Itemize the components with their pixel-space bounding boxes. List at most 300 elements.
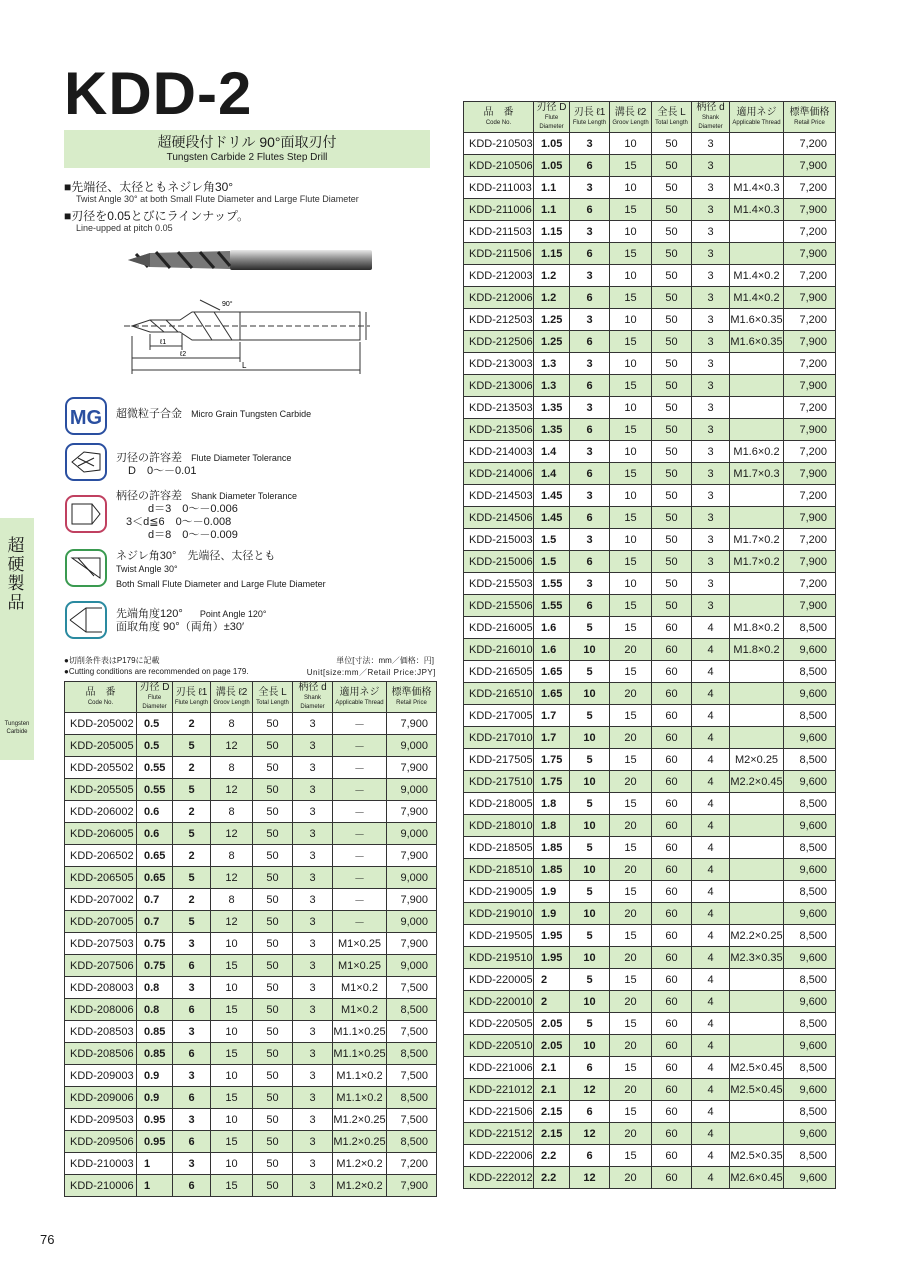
page-number: 76 [40,1232,55,1247]
groove-length-cell: 15 [610,881,652,903]
price-cell: 7,500 [387,1021,437,1043]
column-header [652,102,692,133]
total-length-cell: 60 [652,1057,692,1079]
total-length-cell: 50 [253,1021,293,1043]
shank-diameter-cell: 4 [692,771,730,793]
total-length-cell: 60 [652,1145,692,1167]
groove-length-cell: 15 [610,793,652,815]
flute-length-cell: 6 [570,1145,610,1167]
total-length-cell: 60 [652,749,692,771]
table-row [65,933,437,955]
groove-length-cell: 15 [610,331,652,353]
code-cell: KDD-210503 [464,133,534,155]
shank-diameter-cell: 4 [692,925,730,947]
cutting-note-en: ●Cutting conditions are recommended on page 179. [64,667,249,676]
column-header-en: Total Length [256,699,289,706]
table-row [464,815,836,837]
thread-cell [730,881,784,903]
thread-cell: － [333,867,387,889]
column-header [211,682,253,713]
flute-diameter-cell: 1.3 [534,353,570,375]
code-cell: KDD-212506 [464,331,534,353]
flute-diameter-cell: 1.6 [534,639,570,661]
flute-diameter-cell: 1.6 [534,617,570,639]
shank-diameter-cell: 4 [692,1123,730,1145]
flute-length-cell: 6 [570,331,610,353]
table-row [65,999,437,1021]
code-cell: KDD-208003 [65,977,137,999]
price-cell: 7,900 [387,1175,437,1197]
table-row [464,573,836,595]
total-length-cell: 50 [253,1131,293,1153]
price-cell: 9,600 [784,683,836,705]
flute-tol-value: D 0～－0.01 [128,465,197,477]
thread-cell [730,727,784,749]
table-row [464,1123,836,1145]
column-header-jp: 刃径 D [139,682,170,693]
table-row [464,155,836,177]
table-row [464,485,836,507]
groove-length-cell: 10 [610,353,652,375]
table-row [464,133,836,155]
price-cell: 7,900 [784,507,836,529]
flute-length-cell: 2 [173,713,211,735]
total-length-cell: 50 [652,529,692,551]
flute-length-cell: 5 [173,823,211,845]
column-header [464,102,534,133]
code-cell: KDD-208506 [65,1043,137,1065]
code-cell: KDD-215503 [464,573,534,595]
flute-length-cell: 5 [570,661,610,683]
flute-diameter-cell: 0.6 [137,823,173,845]
price-cell: 7,900 [784,155,836,177]
flute-length-cell: 3 [570,441,610,463]
groove-length-cell: 10 [211,1021,253,1043]
thread-cell: M1.2×0.25 [333,1131,387,1153]
groove-length-cell: 15 [610,287,652,309]
shank-diameter-cell: 4 [692,859,730,881]
shank-diameter-cell: 3 [293,889,333,911]
groove-length-cell: 15 [610,595,652,617]
column-header-jp: 全長 L [258,686,287,698]
flute-length-cell: 3 [570,529,610,551]
price-cell: 7,200 [784,397,836,419]
total-length-cell: 60 [652,837,692,859]
flute-diameter-cell: 0.75 [137,955,173,977]
table-row [464,991,836,1013]
table-row [464,1013,836,1035]
groove-length-cell: 15 [610,1057,652,1079]
groove-length-cell: 15 [211,1087,253,1109]
right-table-header [464,102,836,133]
flute-diameter-cell: 1.7 [534,705,570,727]
groove-length-cell: 15 [610,1013,652,1035]
column-header-jp: 全長 L [657,106,686,118]
thread-cell: M1×0.2 [333,977,387,999]
total-length-cell: 60 [652,727,692,749]
flute-length-cell: 10 [570,727,610,749]
thread-cell: M1.7×0.3 [730,463,784,485]
price-cell: 7,200 [784,529,836,551]
flute-diameter-cell: 1.65 [534,661,570,683]
table-row [65,757,437,779]
shank-diameter-cell: 3 [293,1065,333,1087]
material-en: Micro Grain Tungsten Carbide [191,409,312,419]
flute-length-cell: 10 [570,991,610,1013]
subtitle-en: Tungsten Carbide 2 Flutes Step Drill [166,152,328,163]
shank-diameter-cell: 3 [293,1087,333,1109]
groove-length-cell: 20 [610,1035,652,1057]
drawing-angle-label: 90° [222,301,233,308]
total-length-cell: 50 [652,573,692,595]
flute-diameter-cell: 0.8 [137,977,173,999]
flute-diameter-cell: 1.15 [534,243,570,265]
table-row [464,529,836,551]
twist-en-1: Twist Angle 30° [116,564,178,574]
column-header [784,102,836,133]
total-length-cell: 50 [253,1043,293,1065]
shank-diameter-cell: 3 [692,419,730,441]
twist-jp: ネジレ角30° 先端径、太径とも [116,550,276,562]
column-header [730,102,784,133]
total-length-cell: 50 [652,199,692,221]
code-cell: KDD-214003 [464,441,534,463]
table-row [65,845,437,867]
shank-diameter-cell: 3 [293,1109,333,1131]
groove-length-cell: 10 [211,1153,253,1175]
total-length-cell: 50 [652,265,692,287]
groove-length-cell: 10 [211,1065,253,1087]
flute-tol-en: Flute Diameter Tolerance [191,453,292,463]
flute-diameter-cell: 1.4 [534,463,570,485]
shank-diameter-cell: 3 [692,155,730,177]
thread-cell: M1.2×0.2 [333,1175,387,1197]
price-cell: 7,900 [387,889,437,911]
flute-length-cell: 6 [173,1131,211,1153]
column-header [253,682,293,713]
thread-cell [730,1123,784,1145]
flute-diameter-cell: 1 [137,1153,173,1175]
flute-length-cell: 6 [173,955,211,977]
thread-cell: M1.7×0.2 [730,529,784,551]
total-length-cell: 50 [253,801,293,823]
total-length-cell: 50 [253,1109,293,1131]
table-row [464,705,836,727]
code-cell: KDD-219505 [464,925,534,947]
total-length-cell: 60 [652,815,692,837]
thread-cell: M1.7×0.2 [730,551,784,573]
total-length-cell: 60 [652,683,692,705]
column-header [570,102,610,133]
shank-diameter-cell: 4 [692,815,730,837]
flute-diameter-cell: 1.5 [534,529,570,551]
code-cell: KDD-207506 [65,955,137,977]
shank-diameter-cell: 4 [692,661,730,683]
thread-cell [730,815,784,837]
flute-diameter-cell: 1.1 [534,199,570,221]
flute-length-cell: 3 [570,485,610,507]
shank-diameter-cell: 4 [692,617,730,639]
price-cell: 9,600 [784,1035,836,1057]
code-cell: KDD-218510 [464,859,534,881]
total-length-cell: 60 [652,969,692,991]
table-row [65,889,437,911]
total-length-cell: 60 [652,639,692,661]
code-cell: KDD-206002 [65,801,137,823]
total-length-cell: 60 [652,1079,692,1101]
shank-diameter-cell: 4 [692,1145,730,1167]
flute-diameter-cell: 2.2 [534,1167,570,1189]
flute-length-cell: 10 [570,1035,610,1057]
total-length-cell: 50 [253,779,293,801]
groove-length-cell: 8 [211,757,253,779]
column-header-jp: 刃径 D [536,102,567,113]
code-cell: KDD-207503 [65,933,137,955]
shank-diameter-cell: 4 [692,705,730,727]
table-row [464,595,836,617]
price-cell: 9,600 [784,947,836,969]
price-cell: 9,600 [784,859,836,881]
twist-angle-text [116,550,326,591]
price-cell: 8,500 [784,617,836,639]
price-cell: 7,900 [784,243,836,265]
flute-length-cell: 10 [570,947,610,969]
price-cell: 8,500 [387,1087,437,1109]
flute-length-cell: 12 [570,1167,610,1189]
column-header-en: Shank Diameter [300,695,325,710]
flute-diameter-cell: 1.85 [534,837,570,859]
flute-length-cell: 3 [570,309,610,331]
code-cell: KDD-216505 [464,661,534,683]
shank-diameter-cell: 3 [293,933,333,955]
total-length-cell: 50 [253,867,293,889]
table-row [65,977,437,999]
flute-diameter-cell: 1.25 [534,331,570,353]
total-length-cell: 60 [652,705,692,727]
code-cell: KDD-216510 [464,683,534,705]
total-length-cell: 50 [253,1153,293,1175]
left-table-header [65,682,437,713]
total-length-cell: 50 [652,331,692,353]
groove-length-cell: 15 [211,999,253,1021]
price-cell: 7,900 [784,463,836,485]
shank-diameter-cell: 4 [692,903,730,925]
shank-diameter-cell: 3 [692,529,730,551]
shank-diameter-cell: 3 [293,713,333,735]
total-length-cell: 50 [652,221,692,243]
flute-length-cell: 6 [570,243,610,265]
thread-cell [730,375,784,397]
flute-diameter-cell: 1.4 [534,441,570,463]
price-cell: 7,900 [784,419,836,441]
table-row [65,1131,437,1153]
flute-length-cell: 2 [173,757,211,779]
table-row [464,397,836,419]
flute-length-cell: 3 [570,397,610,419]
thread-cell [730,595,784,617]
total-length-cell: 50 [652,375,692,397]
code-cell: KDD-219005 [464,881,534,903]
price-cell: 9,600 [784,1167,836,1189]
code-cell: KDD-218010 [464,815,534,837]
shank-diameter-cell: 4 [692,969,730,991]
table-row [464,309,836,331]
total-length-cell: 50 [253,713,293,735]
table-row [464,1145,836,1167]
code-cell: KDD-206505 [65,867,137,889]
twist-angle-icon [64,548,108,588]
price-cell: 8,500 [387,1131,437,1153]
shank-diameter-cell: 3 [293,1131,333,1153]
code-cell: KDD-217005 [464,705,534,727]
code-cell: KDD-217010 [464,727,534,749]
thread-cell: M1.8×0.2 [730,617,784,639]
thread-cell: － [333,801,387,823]
flute-length-cell: 5 [570,793,610,815]
flute-diameter-cell: 2.15 [534,1123,570,1145]
code-cell: KDD-206005 [65,823,137,845]
flute-diameter-cell: 0.55 [137,757,173,779]
price-cell: 7,200 [784,133,836,155]
flute-diameter-cell: 1.95 [534,925,570,947]
groove-length-cell: 15 [610,199,652,221]
table-row [464,639,836,661]
groove-length-cell: 15 [610,463,652,485]
thread-cell: － [333,757,387,779]
code-cell: KDD-214506 [464,507,534,529]
table-row [464,727,836,749]
flute-length-cell: 6 [570,1101,610,1123]
thread-cell: M1.1×0.2 [333,1087,387,1109]
groove-length-cell: 15 [610,837,652,859]
thread-cell [730,991,784,1013]
shank-diameter-cell: 3 [293,1153,333,1175]
code-cell: KDD-221006 [464,1057,534,1079]
column-header-jp: 品 番 [85,686,116,698]
flute-length-cell: 3 [173,1153,211,1175]
groove-length-cell: 20 [610,683,652,705]
code-cell: KDD-220505 [464,1013,534,1035]
thread-cell: M1.1×0.2 [333,1065,387,1087]
flute-diameter-cell: 0.95 [137,1131,173,1153]
code-cell: KDD-215003 [464,529,534,551]
total-length-cell: 50 [253,911,293,933]
flute-diameter-cell: 1.75 [534,749,570,771]
total-length-cell: 50 [652,287,692,309]
price-cell: 7,900 [784,375,836,397]
shank-diameter-cell: 3 [293,757,333,779]
code-cell: KDD-207005 [65,911,137,933]
flute-diameter-cell: 0.9 [137,1065,173,1087]
groove-length-cell: 12 [211,779,253,801]
groove-length-cell: 15 [610,617,652,639]
shank-diameter-cell: 3 [293,1021,333,1043]
code-cell: KDD-213503 [464,397,534,419]
flute-diameter-cell: 1.3 [534,375,570,397]
code-cell: KDD-207002 [65,889,137,911]
price-cell: 8,500 [784,661,836,683]
flute-diameter-cell: 0.85 [137,1043,173,1065]
column-header-en: Flute Length [174,699,209,706]
groove-length-cell: 15 [610,925,652,947]
price-cell: 7,900 [784,287,836,309]
point-angle-text [116,608,266,634]
flute-diameter-cell: 1.45 [534,485,570,507]
code-cell: KDD-216010 [464,639,534,661]
unit-note-en: Unit[size:mm／Retail Price:JPY] [306,668,436,677]
code-cell: KDD-210003 [65,1153,137,1175]
thread-cell: M1×0.2 [333,999,387,1021]
thread-cell: － [333,845,387,867]
price-cell: 9,000 [387,823,437,845]
table-row [464,1079,836,1101]
code-cell: KDD-222006 [464,1145,534,1167]
price-cell: 7,200 [387,1153,437,1175]
thread-cell: M2.2×0.25 [730,925,784,947]
total-length-cell: 50 [253,823,293,845]
flute-diameter-cell: 0.85 [137,1021,173,1043]
code-cell: KDD-219010 [464,903,534,925]
code-cell: KDD-213006 [464,375,534,397]
shank-diameter-cell: 3 [293,999,333,1021]
flute-diameter-cell: 1.05 [534,133,570,155]
table-row [464,947,836,969]
thread-cell: － [333,823,387,845]
flute-length-cell: 6 [570,419,610,441]
groove-length-cell: 15 [610,155,652,177]
total-length-cell: 60 [652,991,692,1013]
groove-length-cell: 12 [211,867,253,889]
shank-diameter-cell: 3 [692,397,730,419]
flute-diameter-cell: 0.6 [137,801,173,823]
table-row [464,859,836,881]
shank-diameter-cell: 3 [692,463,730,485]
drawing-L-label: L [242,361,247,370]
thread-cell: M1.2×0.25 [333,1109,387,1131]
flute-length-cell: 3 [570,177,610,199]
total-length-cell: 60 [652,1123,692,1145]
flute-length-cell: 2 [173,889,211,911]
thread-cell [730,243,784,265]
flute-diameter-cell: 0.7 [137,911,173,933]
total-length-cell: 50 [652,551,692,573]
shank-diameter-cell: 4 [692,837,730,859]
table-row [65,1153,437,1175]
flute-length-cell: 5 [570,749,610,771]
thread-cell: M1×0.25 [333,933,387,955]
price-cell: 9,000 [387,867,437,889]
thread-cell [730,1013,784,1035]
flute-length-cell: 5 [173,735,211,757]
table-row [464,661,836,683]
total-length-cell: 60 [652,793,692,815]
column-header-en: Groov Length [612,119,649,126]
table-row [65,1065,437,1087]
groove-length-cell: 15 [211,1175,253,1197]
code-cell: KDD-222012 [464,1167,534,1189]
table-row [464,683,836,705]
flute-length-cell: 12 [570,1079,610,1101]
price-cell: 8,500 [784,837,836,859]
shank-diameter-cell: 4 [692,1057,730,1079]
flute-diameter-cell: 2.2 [534,1145,570,1167]
code-cell: KDD-211506 [464,243,534,265]
flute-diameter-cell: 1.55 [534,595,570,617]
groove-length-cell: 8 [211,889,253,911]
column-header-en: Flute Diameter [539,115,564,130]
thread-cell: M1.1×0.25 [333,1043,387,1065]
groove-length-cell: 20 [610,639,652,661]
